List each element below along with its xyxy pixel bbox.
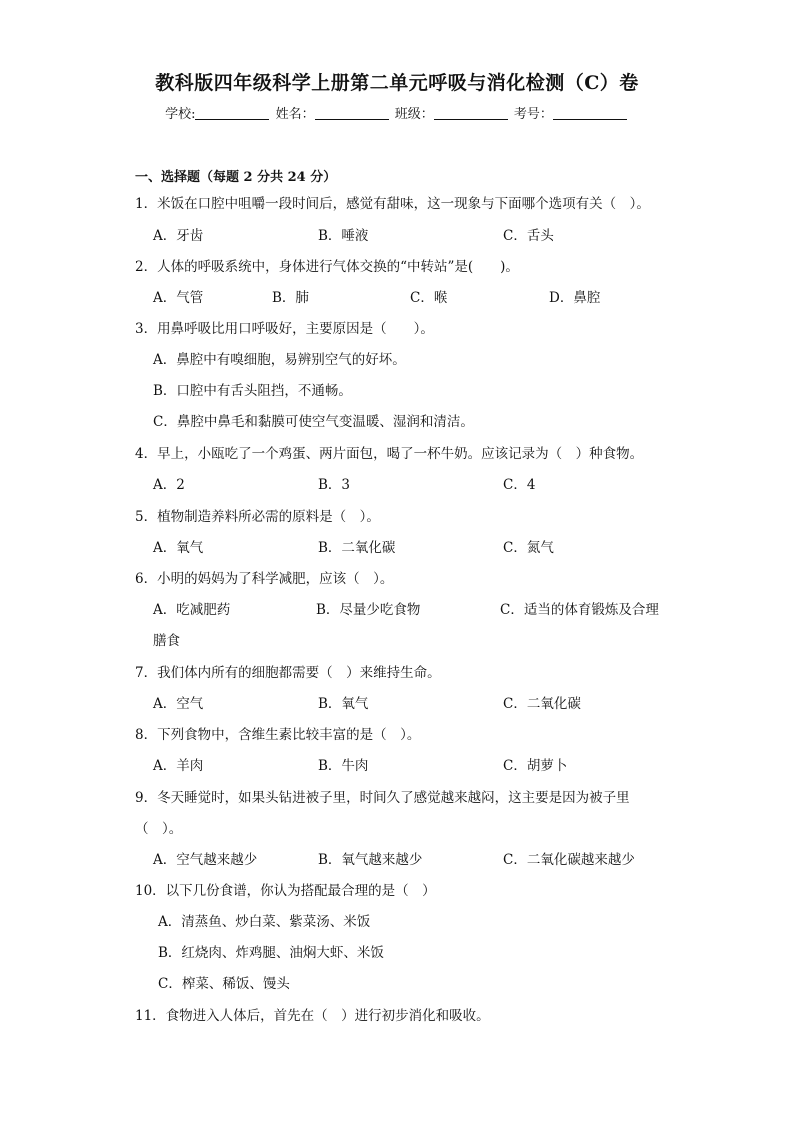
q4-option-a: A．2 [153,477,185,493]
question-3: 3．用鼻呼吸比用口呼吸好，主要原因是（ ）。 [135,321,434,337]
question-7: 7．我们体内所有的细胞都需要（ ）来维持生命。 [135,665,441,681]
exam-number-label: 考号： [513,107,553,122]
q8-option-c: C．胡萝卜 [503,758,568,774]
question-8: 8．下列食物中，含维生素比较丰富的是（ ）。 [135,727,421,743]
q1-option-c: C．舌头 [503,228,554,244]
school-blank[interactable] [195,107,269,120]
q4-option-b: B．3 [318,477,351,493]
question-5: 5．植物制造养料所必需的原料是（ ）。 [135,509,380,525]
q3-option-a: A．鼻腔中有嗅细胞，易辨别空气的好坏。 [153,352,406,368]
q6-option-c: C．适当的体育锻炼及合理 [500,602,659,618]
q4-option-c: C．4 [503,477,536,493]
question-4: 4．早上，小瓯吃了一个鸡蛋、两片面包，喝了一杯牛奶。应该记录为（ ）种食物。 [135,446,644,462]
name-label: 姓名： [275,107,315,122]
q3-option-b: B．口腔中有舌头阻挡，不通畅。 [153,383,352,399]
student-info-row [0,103,794,122]
section-heading: 一、选择题（每题 2 分共 24 分） [135,170,337,185]
q1-option-b: B．唾液 [318,228,369,244]
q9-option-a: A．空气越来越少 [153,852,258,868]
q6-option-b: B．尽量少吃食物 [316,602,421,618]
q6-option-c-continuation: 膳食 [153,633,180,649]
page-title: 教科版四年级科学上册第二单元呼吸与消化检测（C）卷 [155,72,639,94]
q8-option-b: B．牛肉 [318,758,369,774]
school-label: 学校: [165,107,196,122]
q2-option-c: C．喉 [410,290,448,306]
q10-option-a: A．清蒸鱼、炒白菜、紫菜汤、米饭 [158,914,371,930]
class-label: 班级： [394,107,434,122]
q7-option-b: B．氧气 [318,696,369,712]
q7-option-c: C．二氧化碳 [503,696,581,712]
q2-option-a: A．气管 [153,290,204,306]
q2-option-b: B．肺 [272,290,309,306]
question-2: 2．人体的呼吸系统中，身体进行气体交换的“中转站”是( )。 [135,259,519,275]
q5-option-c: C．氮气 [503,540,554,556]
class-blank[interactable] [434,107,508,120]
q9-continuation: （ ）。 [135,821,183,837]
q9-option-b: B．氧气越来越少 [318,852,423,868]
q2-option-d: D．鼻腔 [549,290,601,306]
q9-option-c: C．二氧化碳越来越少 [503,852,635,868]
q3-option-c: C．鼻腔中鼻毛和黏膜可使空气变温暖、湿润和清洁。 [153,414,474,430]
q8-option-a: A．羊肉 [153,758,204,774]
q7-option-a: A．空气 [153,696,204,712]
q6-option-a: A．吃减肥药 [153,602,231,618]
question-1: 1．米饭在口腔中咀嚼一段时间后，感觉有甜味，这一现象与下面哪个选项有关（ ）。 [135,196,650,212]
q1-option-a: A．牙齿 [153,228,204,244]
question-6: 6．小明的妈妈为了科学减肥，应该（ ）。 [135,571,394,587]
q10-option-b: B．红烧肉、炸鸡腿、油焖大虾、米饭 [158,945,384,961]
name-blank[interactable] [315,107,389,120]
question-10: 10．以下几份食谱，你认为搭配最合理的是（ ） [135,883,436,899]
q5-option-a: A．氧气 [153,540,204,556]
q5-option-b: B．二氧化碳 [318,540,396,556]
q10-option-c: C．榨菜、稀饭、馒头 [158,976,290,992]
question-9: 9．冬天睡觉时，如果头钻进被子里，时间久了感觉越来越闷，这主要是因为被子里 [135,790,630,806]
question-11: 11．食物进入人体后，首先在（ ）进行初步消化和吸收。 [135,1008,490,1024]
exam-number-blank[interactable] [553,107,627,120]
